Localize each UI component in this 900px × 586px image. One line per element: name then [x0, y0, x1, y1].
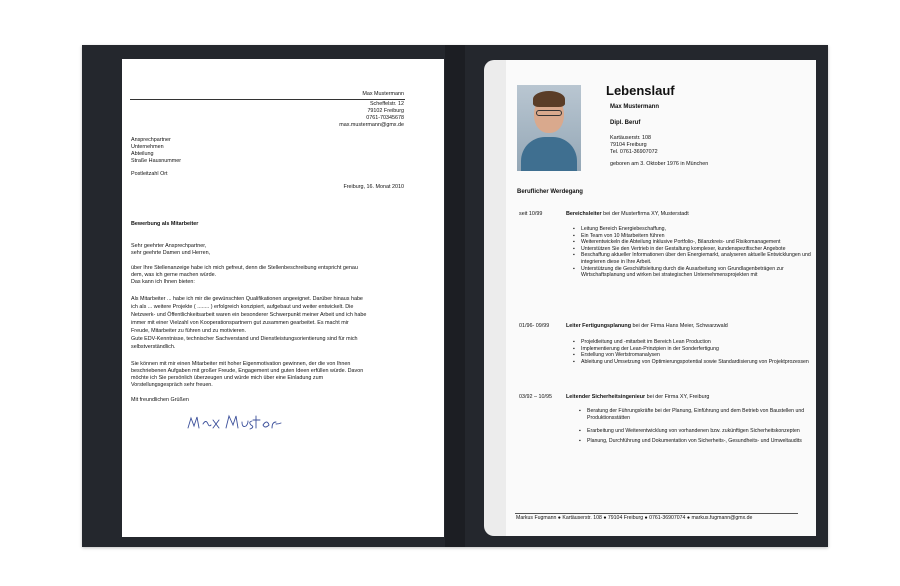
list-item: ▪ Ableitung und Umsetzung von Optimierungspotential sowie Standardisierung von Projektprozessen — [581, 359, 817, 366]
body-line: selbstverständlich. — [131, 344, 176, 350]
body-line: Das kann ich Ihnen bieten: — [131, 279, 195, 285]
salutation-line: Sehr geehrter Ansprechpartner, — [131, 243, 207, 249]
cv-entry-duties — [578, 408, 809, 444]
cv-entry-heading: Bereichsleiter bei der Musterfirma XY, Musterstadt — [566, 211, 689, 217]
cv-footer: Markus Fugmann ● Kartäuserstr. 108 ● 79104 Freiburg ● 0761-36907074 ● markus.fugmann@gmx.de — [516, 515, 753, 521]
body-line: immer mit einer Vielzahl von Kooperationspartnern gut zusammen gearbeitet. Es macht mir — [131, 320, 349, 326]
body-line: Vorstellungsgespräch sehr freuen. — [131, 382, 213, 388]
letter-date: Freiburg, 16. Monat 2010 — [343, 184, 404, 190]
cv-entry-period: 01/96- 09/99 — [519, 323, 550, 329]
portrait-photo — [517, 85, 581, 171]
recipient-city: Postleitzahl Ort — [131, 171, 168, 177]
salutation-line: sehr geehrte Damen und Herren, — [131, 250, 211, 256]
cv-name: Max Mustermann — [610, 104, 660, 110]
list-item: ▪ Unterstützen Sie den Vertrieb in der Gestaltung komplexer, kundenspezifischer Angebote — [581, 246, 817, 253]
recipient-line: Unternehmen — [131, 144, 164, 150]
cv-address-line: Tel. 0761-36907072 — [610, 149, 658, 155]
body-line: über Ihre Stellenanzeige habe ich mich gefreut, denn die Stellenbeschreibung entspricht genau — [131, 265, 358, 271]
list-item: ▪ Erstellung von Wertstromanalysen — [581, 352, 817, 359]
cv-entry-period: 03/92 – 10/95 — [519, 394, 552, 400]
cv-address-line: Kartäuserstr. 108 — [610, 135, 652, 141]
list-item: ▪ Beschaffung aktueller Informationen über den Energiemarkt, analyseren aktuelle Entwicklungen und integrieren diese in Ihre Arbeit. — [581, 252, 817, 265]
sender-name: Max Mustermann — [362, 91, 404, 97]
sender-email: max.mustermann@gmx.de — [339, 122, 404, 128]
list-item: ▪ Erarbeitung und Weiterentwicklung von vorhandenen bzw. zukünftigen Sicherheitskonzepten — [587, 428, 809, 435]
cv-entry-heading: Leiter Fertigungsplanung bei der Firma Hans Meier, Schwarzwald — [566, 323, 728, 329]
letter-subject: Bewerbung als Mitarbeiter — [131, 221, 199, 227]
body-line: dem, was ich gerne machen würde. — [131, 272, 217, 278]
folder-pocket-flap — [484, 60, 508, 536]
cv-entry-duties — [572, 339, 817, 365]
recipient-line: Straße Hausnummer — [131, 158, 182, 164]
cv-entry-heading: Leitender Sicherheitsingenieur bei der Firma XY, Freiburg — [566, 394, 710, 400]
cv-birth-info: geboren am 3. Oktober 1976 in München — [610, 161, 709, 167]
letterhead-rule — [130, 99, 405, 100]
body-line: beschriebenen Aufgaben mit großer Freude, Engagement und guten Ideen erfüllen würde. Davon — [131, 368, 364, 374]
list-item: ▪ Ein Team von 10 Mitarbeitern führen — [581, 233, 817, 240]
handwritten-signature — [186, 410, 282, 434]
recipient-line: Abteilung — [131, 151, 154, 157]
list-item: ▪ Beratung der Führungskräfte bei der Planung, Einführung und dem Betrieb von Baustellen und Produktionsstätten — [587, 408, 809, 421]
cv-entry-period: seit 10/99 — [519, 211, 543, 217]
body-line: ich als ... weitere Projekte ( ........ ) erfolgreich konzipiert, aufgebaut und weiter entwickelt. Die — [131, 304, 354, 310]
cv-section-heading: Beruflicher Werdegang — [517, 189, 583, 195]
cv-title: Lebenslauf — [606, 83, 675, 98]
cv-entry-duties — [572, 226, 817, 279]
body-line: Freude, Mitarbeiter zu führen und zu motivieren. — [131, 328, 247, 334]
body-line: Netzwerk- und Öffentlichkeitsarbeit waren ein besonderer Schwerpunkt meiner Arbeit und ich habe — [131, 312, 367, 318]
list-item: ▪ Weiterentwickeln die Abteilung inklusive Portfolio-, Bilanzkreis- und Risikomanagement — [581, 239, 817, 246]
list-item: ▪ Planung, Durchführung und Dokumentation von Sicherheits-, Gesundheits- und Umweltaudits — [587, 438, 809, 445]
footer-rule — [515, 513, 798, 514]
body-line: möchte ich Sie persönlich überzeugen und würde mich über eine Einladung zum — [131, 375, 324, 381]
sender-street: Scheffelstr. 12 — [369, 101, 404, 107]
body-line: Sie können mit mir einen Mitarbeiter mit hoher Eigenmotivation gewinnen, der die von Ihnen — [131, 361, 351, 367]
sender-phone: 0761-70345678 — [366, 115, 404, 121]
recipient-line: Ansprechpartner — [131, 137, 171, 143]
list-item: ▪ Unterstützung die Geschäftsleitung durch die Ausarbeitung von Grundlagenbeträgen zur Wirtschaftsplanung und wirken bei strategischen Unternehmensprojekten mit — [581, 266, 817, 279]
list-item: ▪ Projektleitung und -mitarbeit im Bereich Lean Production — [581, 339, 817, 346]
body-line: Als Mitarbeiter ... habe ich mir die gewünschten Qualifikationen angeeignet. Darüber hinaus habe — [131, 296, 363, 302]
list-item: ▪ Leitung Bereich Energiebeschaffung, — [581, 226, 817, 233]
sender-city: 79102 Freiburg — [367, 108, 404, 114]
closing: Mit freundlichen Grüßen — [131, 397, 189, 403]
list-item: ▪ Implementierung der Lean-Prinzipien in der Sonderfertigung — [581, 346, 817, 353]
cv-degree: Dipl. Beruf — [610, 120, 641, 126]
folder-spine — [445, 45, 465, 547]
cv-address-line: 79104 Freiburg — [610, 142, 647, 148]
body-line: Gute EDV-Kenntnisse, technischer Sachverstand und Dienstleistungsorientierung sind für mich — [131, 336, 358, 342]
